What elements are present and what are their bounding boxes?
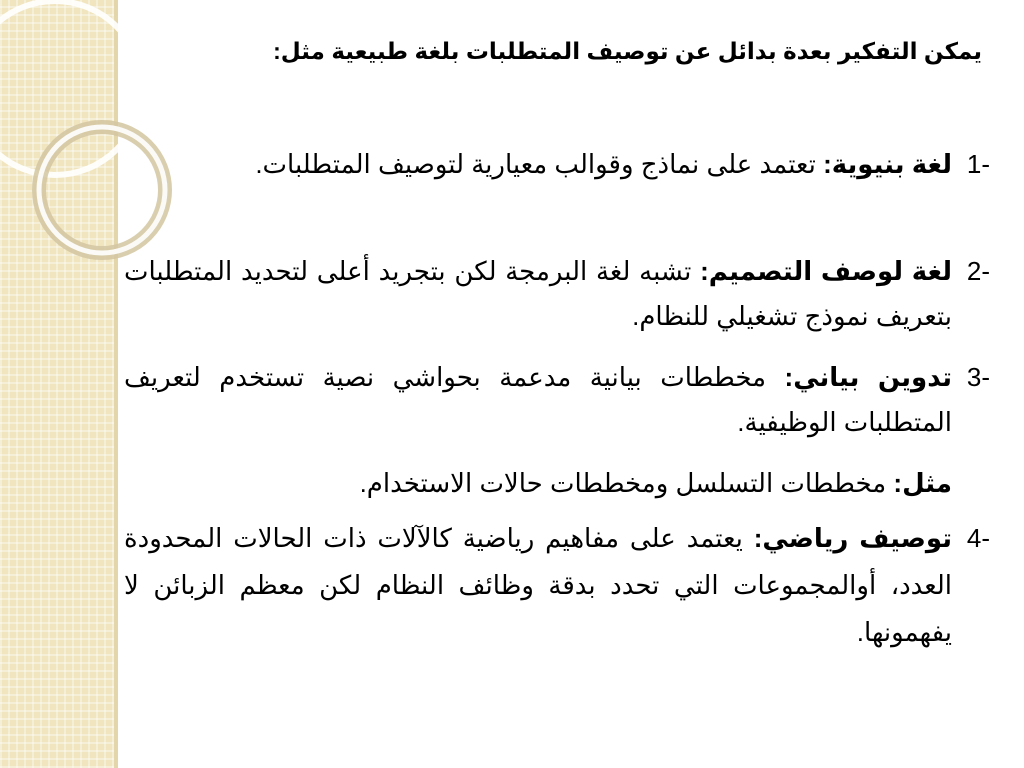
- item-term: لغة لوصف التصميم:: [700, 256, 952, 286]
- item-term: توصيف رياضي:: [753, 523, 952, 553]
- item-number: 1-: [966, 149, 990, 179]
- example-term: مثل:: [893, 468, 952, 498]
- list-item-graphical-notation: [124, 355, 990, 445]
- item-text: تشبه لغة البرمجة لكن بتجريد أعلى لتحديد المتطلبات بتعريف نموذج تشغيلي للنظام.: [124, 256, 952, 331]
- item-text: تعتمد على نماذج وقوالب معيارية لتوصيف المتطلبات.: [255, 149, 816, 179]
- slide-content: [120, 0, 990, 768]
- example-body: [124, 461, 952, 506]
- item-number: 4-: [966, 523, 990, 553]
- example-text: مخططات التسلسل ومخططات حالات الاستخدام.: [359, 468, 887, 498]
- list-item-structured-language: [124, 142, 990, 187]
- item-term: لغة بنيوية:: [823, 149, 952, 179]
- item-body: [124, 355, 952, 445]
- item-body: [124, 142, 952, 187]
- item-text: مخططات بيانية مدعمة بحواشي نصية تستخدم لتعريف المتطلبات الوظيفية.: [124, 362, 952, 437]
- item-number: 2-: [966, 256, 990, 286]
- slide-heading: يمكن التفكير بعدة بدائل عن توصيف المتطلبات بلغة طبيعية مثل:: [273, 38, 982, 64]
- example-line: [124, 461, 990, 506]
- list-item-mathematical-specification: [124, 515, 990, 656]
- item-number: 3-: [966, 362, 990, 392]
- item-term: تدوين بياني:: [784, 362, 952, 392]
- item-text: يعتمد على مفاهيم رياضية كالآلات ذات الحالات المحدودة العدد، أوالمجموعات التي تحدد بدقة وظائف النظام لكن معظم الزبائن لا يفهمونها.: [124, 523, 952, 647]
- item-body: [124, 515, 952, 656]
- item-body: [124, 249, 952, 339]
- list-item-design-description-language: [124, 249, 990, 339]
